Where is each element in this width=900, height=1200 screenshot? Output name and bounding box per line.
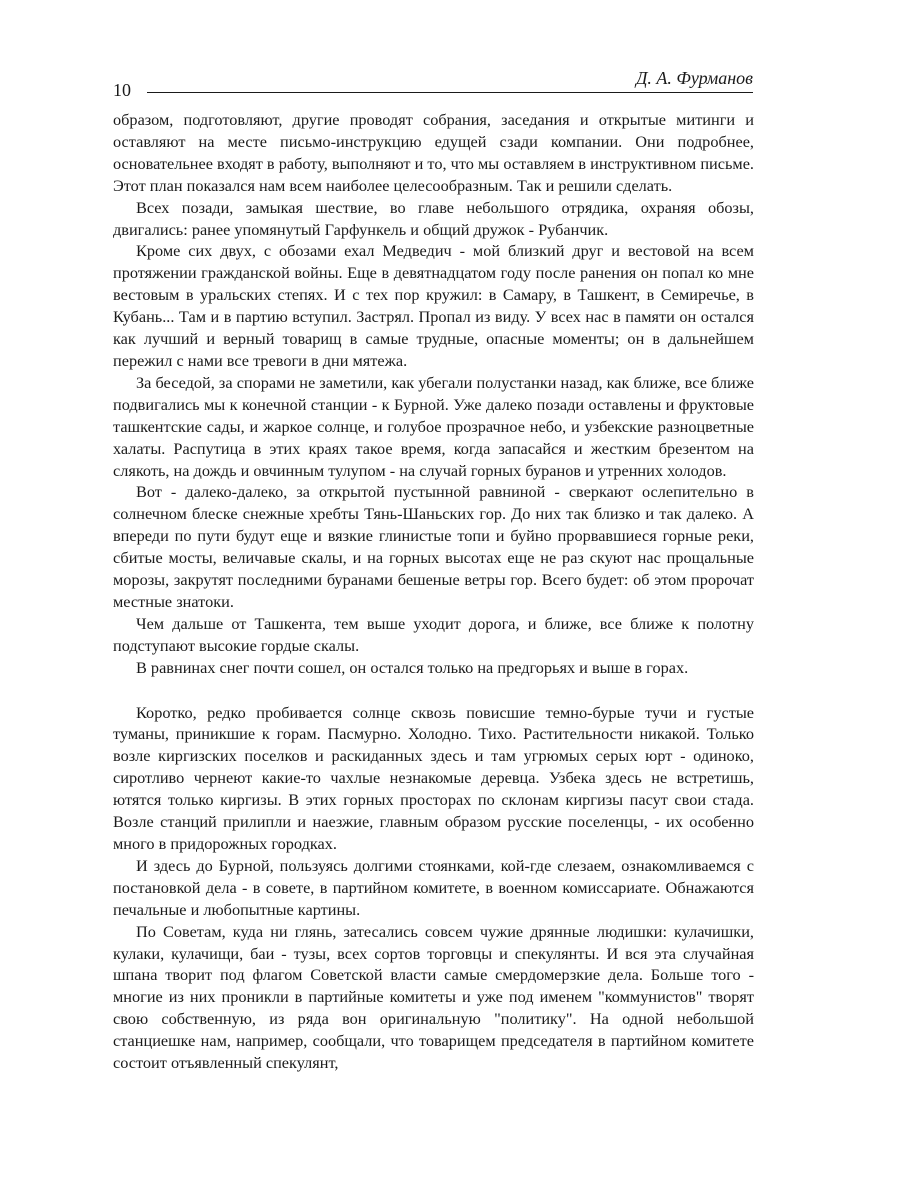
page-header <box>113 66 753 100</box>
paragraph: Чем дальше от Ташкента, тем выше уходит дорога, и ближе, все ближе к полотну подступают высокие гордые скалы. <box>113 613 754 655</box>
paragraph: По Советам, куда ни глянь, затесались совсем чужие дрянные людишки: кулачишки, кулаки, кулачищи, баи - тузы, всех сортов торговцы и спекулянты. И вся эта случайная шпана творит под флагом Советской власти самые смердомерзкие дела. Больше того - многие из них проникли в партийные комитеты и уже под именем "коммунистов" творят свою собственную, из ряда вон оригинальную "политику". На одной небольшой станциешке нам, например, сообщали, что товарищем председателя в партийном комитете состоит отъявленный спекулянт, <box>113 921 754 1073</box>
paragraph: В равнинах снег почти сошел, он остался только на предгорьях и выше в горах. <box>136 657 689 677</box>
running-title: Д. А. Фурманов <box>635 68 753 88</box>
paragraph: За беседой, за спорами не заметили, как убегали полустанки назад, как ближе, все ближе подвигались мы к конечной станции - к Бурной. Уже далеко позади оставлены и фруктовые ташкентские сады, и жаркое солнце, и голубое прозрачное небо, и узбекские разноцветные халаты. Распутица в этих краях такое время, когда запасайся и жестким брезентом на слякоть, на дождь и овчинным тулупом - на случай горных буранов и утренних холодов. <box>113 372 754 480</box>
paragraph: Всех позади, замыкая шествие, во главе небольшого отрядика, охраняя обозы, двигались: ранее упомянутый Гарфункель и общий дружок - Рубанчик. <box>113 197 754 239</box>
paragraph: Коротко, редко пробивается солнце сквозь повисшие темно-бурые тучи и густые туманы, приникшие к горам. Пасмурно. Холодно. Тихо. Растительности никакой. Только возле киргизских поселков и раскиданных здесь и там угрюмых серых юрт - одиноко, сиротливо чернеют какие-то чахлые незнакомые деревца. Узбека здесь не встретишь, ютятся только киргизы. В этих горных просторах по склонам киргизы пасут свои стада. Возле станций прилипли и наезжие, главным образом русские поселенцы, - их особенно много в придорожных городках. <box>113 702 754 853</box>
paragraph: И здесь до Бурной, пользуясь долгими стоянками, кой-где слезаем, ознакомливаемся с постановкой дела - в совете, в партийном комитете, в военном комиссариате. Обнажаются печальные и любопытные картины. <box>113 855 754 919</box>
page-number: 10 <box>113 80 131 100</box>
header-rule <box>147 92 753 93</box>
paragraph: образом, подготовляют, другие проводят собрания, заседания и открытые митинги и оставляют на месте письмо-инструкцию едущей сзади компании. Они подробнее, основательнее входят в работу, выполняют и то, что мы оставляем в инструктивном письме. Этот план показался нам всем наиболее целесообразным. Так и решили сделать. <box>113 110 754 195</box>
paragraph: Вот - далеко-далеко, за открытой пустынной равниной - сверкают ослепительно в солнечном блеске снежные хребты Тянь-Шаньских гор. До них так близко и так далеко. А впереди по пути будут еще и вязкие глинистые топи и буйно прорвавшиеся горные реки, сбитые мосты, величавые скалы, и на горных высотах еще не раз скуют нас прощальные морозы, закрутят последними буранами бешеные ветры гор. Всего будет: об этом пророчат местные знатоки. <box>113 482 754 611</box>
section-break <box>113 679 754 702</box>
paragraph: Кроме сих двух, с обозами ехал Медведич - мой близкий друг и вестовой на всем протяжении гражданской войны. Еще в девятнадцатом году после ранения он попал ко мне вестовым в уральских степях. И с тех пор кружил: в Самару, в Ташкент, в Семиречье, в Кубань... Там и в партию вступил. Застрял. Пропал из виду. У всех нас в памяти он остался как лучший и верный товарищ в самые трудные, опасные моменты; он в дальнейшем пережил с нами все тревоги в дни мятежа. <box>113 241 754 370</box>
body-text <box>113 109 754 1074</box>
